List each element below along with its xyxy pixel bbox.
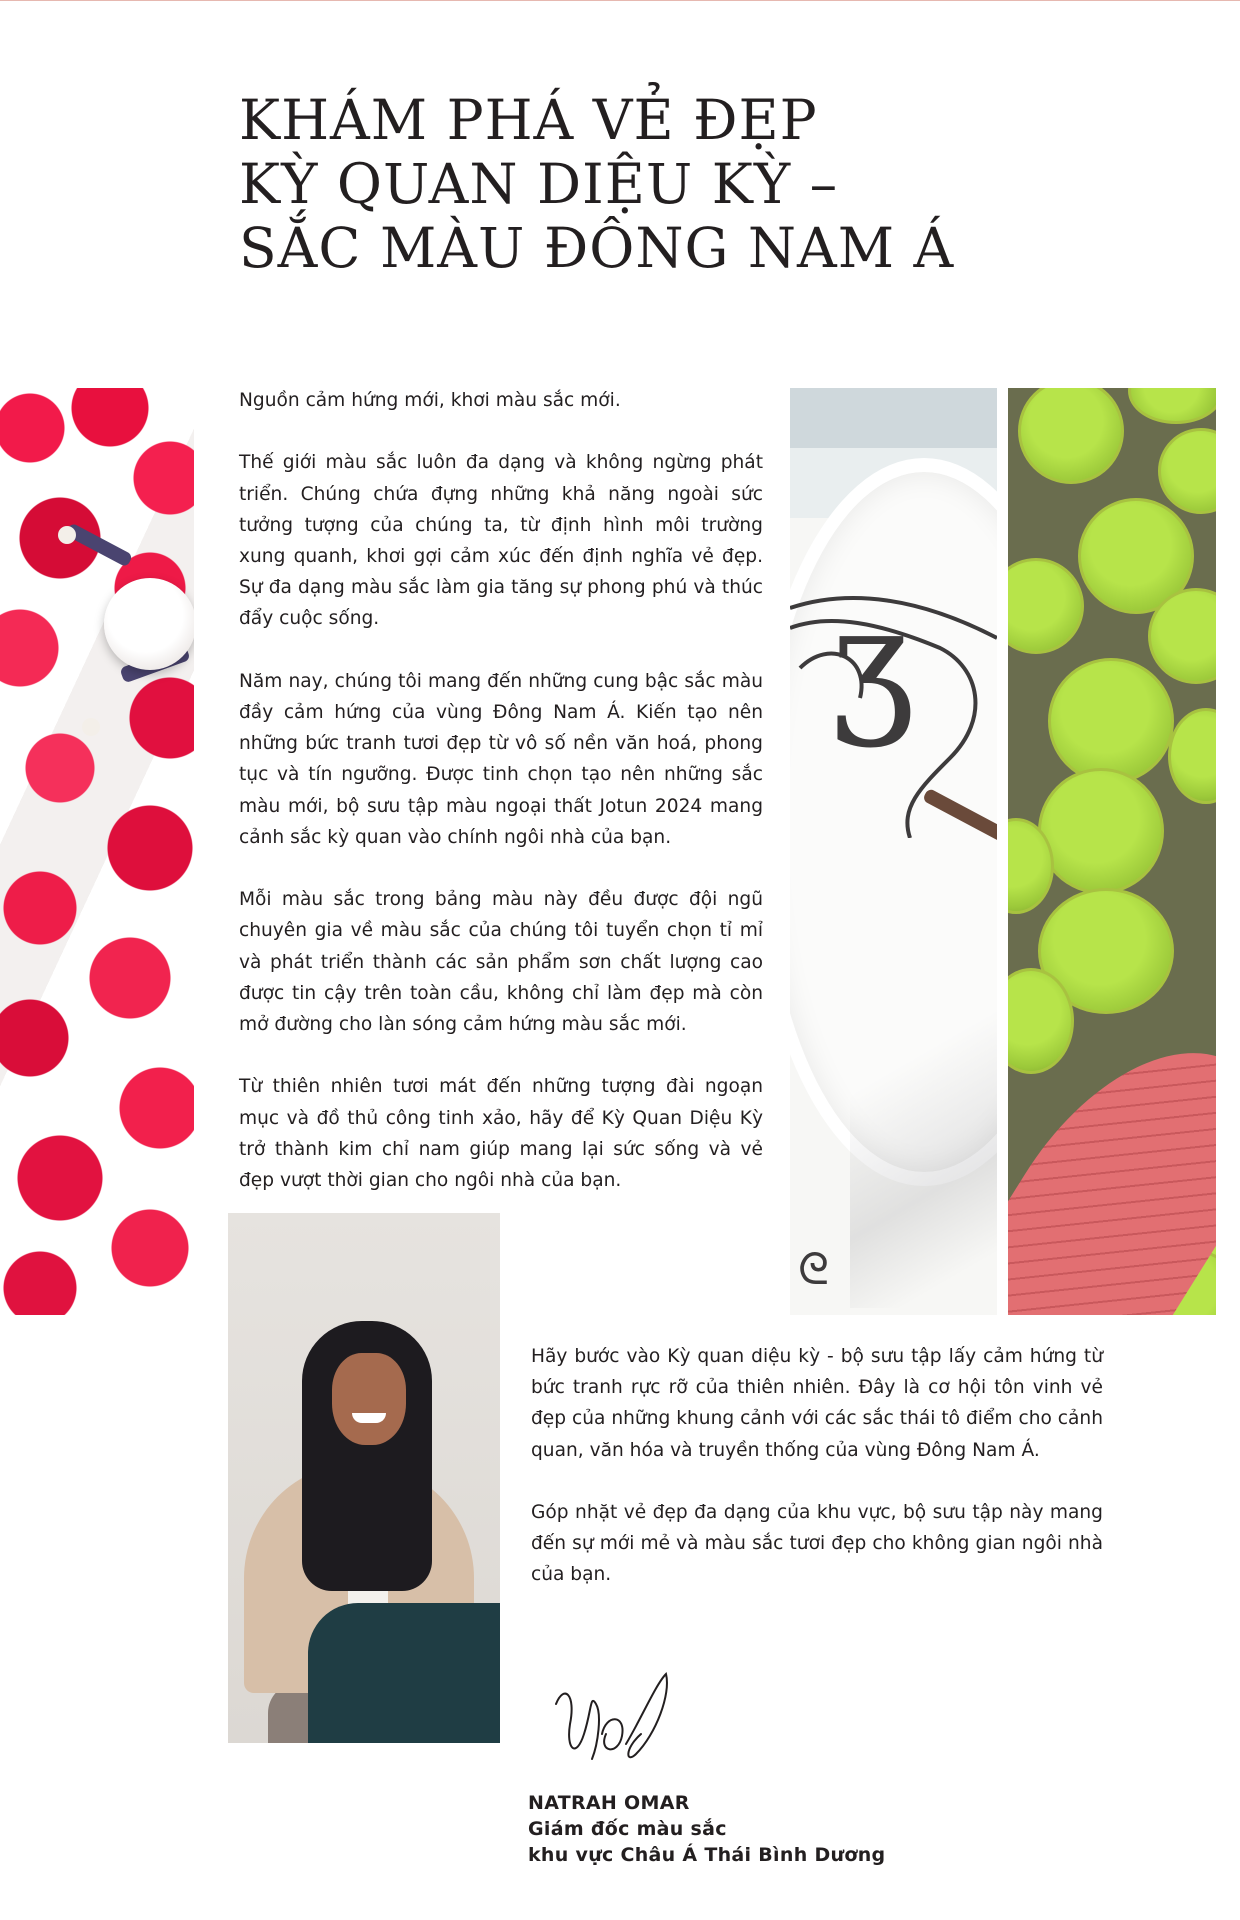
title-line-2: KỲ QUAN DIỆU KỲ – — [239, 152, 839, 216]
signatory-name: NATRAH OMAR — [528, 1792, 690, 1814]
lily-pad — [1038, 768, 1164, 894]
closing-paragraph: Góp nhặt vẻ đẹp đa dạng của khu vực, bộ sưu tập này mang đến sự mới mẻ và màu sắc tươi đẹp cho không gian ngôi nhà của bạn. — [531, 1502, 1103, 1586]
bowl-shadow — [850, 948, 997, 1308]
intro-lead: Nguồn cảm hứng mới, khơi màu sắc mới. — [239, 390, 621, 411]
bowl-ornament — [790, 578, 997, 838]
portrait-photo — [228, 1213, 500, 1743]
handwritten-signature — [546, 1664, 676, 1774]
worker-hand — [82, 718, 100, 736]
worker-hand — [58, 526, 76, 544]
signatory-region: khu vực Châu Á Thái Bình Dương — [528, 1844, 886, 1866]
intro-paragraph: Thế giới màu sắc luôn đa dạng và không ngừng phát triển. Chúng chứa đựng những khả năng ngoài sức tưởng tượng của chúng ta, từ định hình môi trường xung quanh, khơi gợi cảm xúc đến định nghĩa vẻ đẹp. Sự đa dạng màu sắc làm gia tăng sự phong phú và thúc đẩy cuộc sống. — [239, 452, 763, 630]
lily-pad — [1008, 558, 1084, 654]
smile — [352, 1413, 386, 1423]
title-line-1: KHÁM PHÁ VẺ ĐẸP — [239, 88, 818, 152]
lily-pad — [1168, 708, 1216, 804]
page-title — [239, 88, 1059, 280]
signatory-role: Giám đốc màu sắc — [528, 1818, 727, 1840]
lily-pad — [1048, 658, 1174, 784]
top-border-line — [0, 0, 1240, 1]
intro-text — [239, 385, 763, 1227]
intro-paragraph: Năm nay, chúng tôi mang đến những cung bậc sắc màu đầy cảm hứng của vùng Đông Nam Á. Kiến tạo nên những bức tranh tươi đẹp từ vô số nền văn hoá, phong tục và tín ngưỡng. Được tinh chọn tạo nên những sắc màu mới, bộ sưu tập màu ngoại thất Jotun 2024 mang cảnh sắc kỳ quan vào chính ngôi nhà của bạn. — [239, 670, 763, 848]
bowl-pattern: ʒ — [830, 576, 915, 750]
pants — [308, 1603, 500, 1743]
conical-hat — [104, 578, 194, 670]
closing-text — [531, 1341, 1103, 1622]
face — [332, 1353, 406, 1445]
closing-paragraph: Hãy bước vào Kỳ quan diệu kỳ - bộ sưu tập lấy cảm hứng từ bức tranh rực rỡ của thiên nhiên. Đây là cơ hội tôn vinh vẻ đẹp của những khung cảnh với các sắc thái tô điểm cho cảnh quan, văn hóa và truyền thống của vùng Đông Nam Á. — [531, 1346, 1103, 1461]
worker-arm-upper — [65, 522, 133, 567]
lily-pad — [1128, 388, 1216, 424]
signature-block — [528, 1790, 885, 1868]
ceramic-bowl-photo — [790, 388, 997, 1315]
incense-drying-photo — [0, 388, 194, 1315]
intro-paragraph: Từ thiên nhiên tươi mát đến những tượng đài ngoạn mục và đồ thủ công tinh xảo, hãy để Kỳ Quan Diệu Kỳ trở thành kim chỉ nam giúp mang lại sức sống và vẻ đẹp vượt thời gian cho ngôi nhà của bạn. — [239, 1076, 763, 1192]
lily-pad — [1018, 388, 1124, 484]
intro-paragraph: Mỗi màu sắc trong bảng màu này đều được đội ngũ chuyên gia về màu sắc của chúng tôi tuyển chọn tỉ mỉ và phát triển thành các sản phẩm sơn chất lượng cao được tin cậy trên toàn cầu, không chỉ làm đẹp mà còn mở đường cho làn sóng cảm hứng màu sắc mới. — [239, 889, 763, 1036]
lily-pad — [1158, 428, 1216, 514]
title-line-3: SẮC MÀU ĐÔNG NAM Á — [239, 216, 955, 280]
bowl-pattern: ᘓ — [798, 1244, 829, 1295]
lily-pads-boat-photo — [1008, 388, 1216, 1315]
